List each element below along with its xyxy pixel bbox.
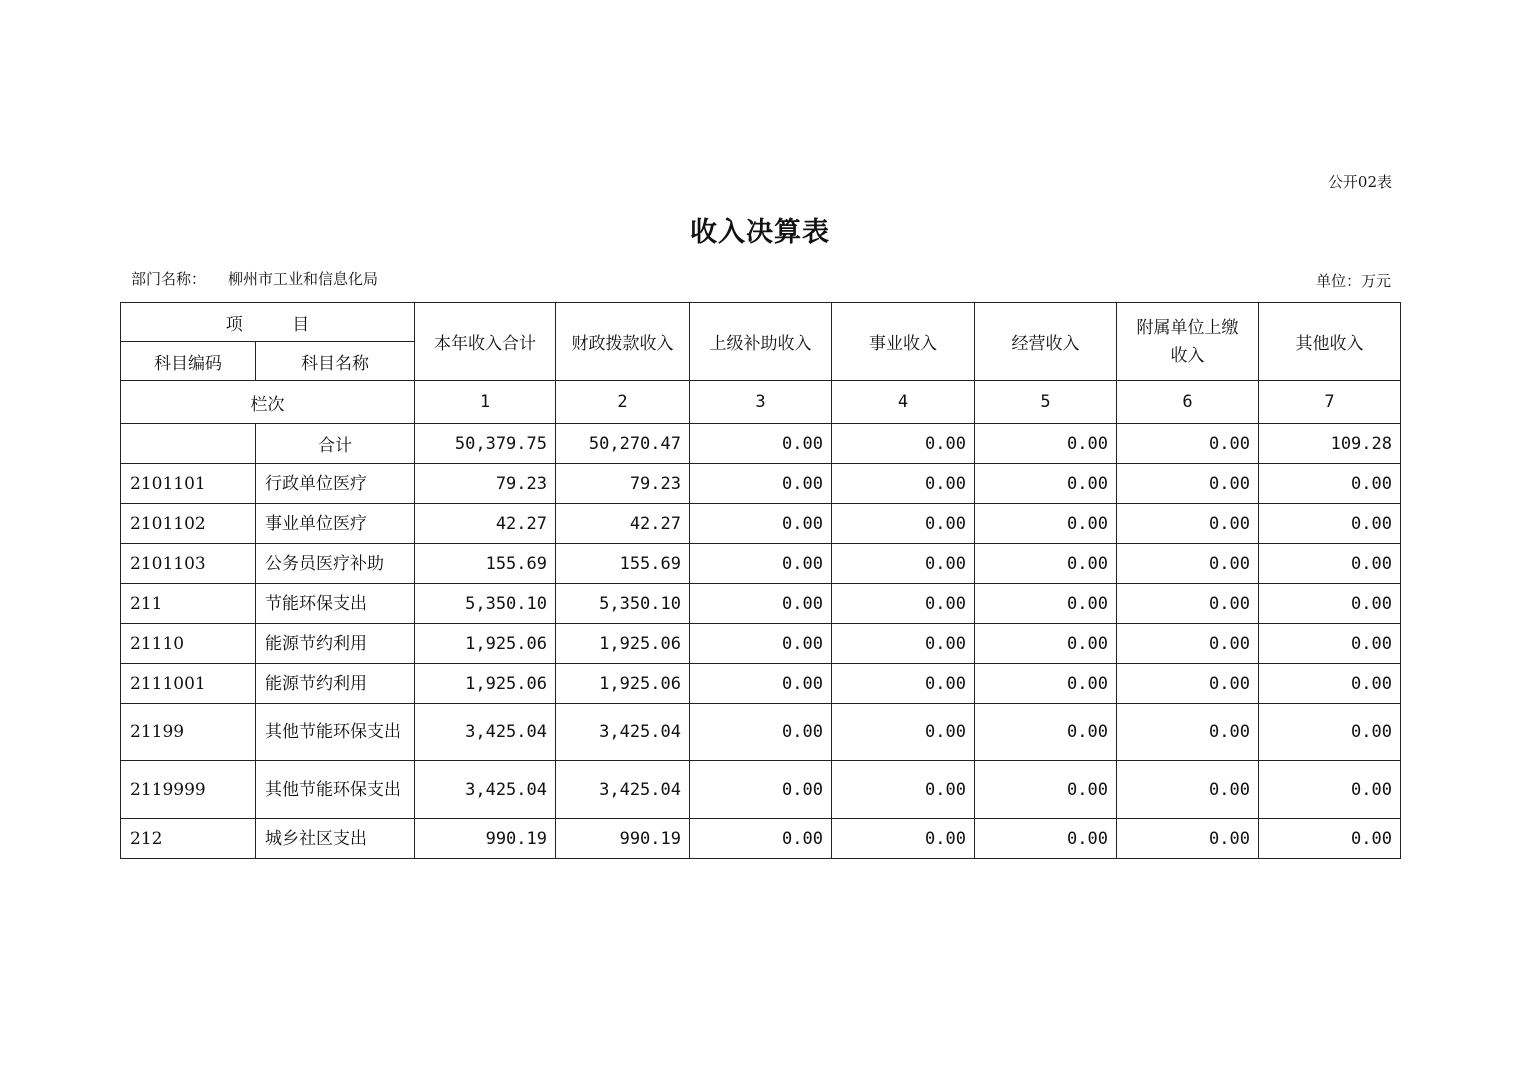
subject-name: 能源节约利用	[256, 664, 415, 704]
subject-code: 211	[121, 584, 256, 624]
amount-cell: 0.00	[690, 544, 832, 584]
table-row	[121, 704, 1401, 761]
amount-cell: 0.00	[1117, 819, 1259, 859]
subject-code: 21110	[121, 624, 256, 664]
amount-cell: 0.00	[690, 664, 832, 704]
amount-cell: 79.23	[556, 464, 690, 504]
amount-cell: 0.00	[1259, 504, 1401, 544]
amount-cell: 0.00	[975, 664, 1117, 704]
amount-cell: 5,350.10	[556, 584, 690, 624]
amount-cell: 3,425.04	[556, 704, 690, 761]
subject-code: 2101101	[121, 464, 256, 504]
amount-cell: 0.00	[690, 624, 832, 664]
amount-cell: 0.00	[832, 819, 975, 859]
col-number: 3	[690, 381, 832, 424]
amount-cell: 0.00	[690, 504, 832, 544]
amount-cell: 1,925.06	[556, 664, 690, 704]
amount-cell: 0.00	[832, 464, 975, 504]
amount-cell: 0.00	[1259, 761, 1401, 819]
header-col-fiscal: 财政拨款收入	[556, 303, 690, 381]
amount-cell: 0.00	[1117, 464, 1259, 504]
subject-name: 城乡社区支出	[256, 819, 415, 859]
amount-cell: 0.00	[1259, 544, 1401, 584]
amount-cell: 0.00	[690, 584, 832, 624]
amount-cell: 0.00	[690, 761, 832, 819]
table-row	[121, 584, 1401, 624]
amount-cell: 0.00	[832, 624, 975, 664]
amount-cell: 1,925.06	[415, 624, 556, 664]
amount-cell: 0.00	[832, 664, 975, 704]
total-value: 50,379.75	[415, 424, 556, 464]
subject-code: 2101103	[121, 544, 256, 584]
table-row	[121, 504, 1401, 544]
header-col-business: 事业收入	[832, 303, 975, 381]
page-title: 收入决算表	[690, 217, 830, 248]
amount-cell: 0.00	[1259, 624, 1401, 664]
department-line	[131, 268, 378, 289]
table-row	[121, 544, 1401, 584]
total-label: 合计	[256, 424, 415, 464]
total-value: 0.00	[832, 424, 975, 464]
col-number: 4	[832, 381, 975, 424]
table-row	[121, 664, 1401, 704]
amount-cell: 0.00	[975, 464, 1117, 504]
table-row	[121, 464, 1401, 504]
amount-cell: 0.00	[690, 819, 832, 859]
amount-cell: 0.00	[832, 704, 975, 761]
subject-name: 公务员医疗补助	[256, 544, 415, 584]
subject-name: 其他节能环保支出	[256, 704, 415, 761]
total-value: 50,270.47	[556, 424, 690, 464]
subject-name: 事业单位医疗	[256, 504, 415, 544]
amount-cell: 0.00	[1259, 464, 1401, 504]
amount-cell: 0.00	[975, 624, 1117, 664]
department-name: 柳州市工业和信息化局	[228, 270, 379, 288]
amount-cell: 0.00	[1259, 664, 1401, 704]
form-number: 公开02表	[1327, 173, 1392, 191]
header-col-superior: 上级补助收入	[690, 303, 832, 381]
amount-cell: 0.00	[1259, 819, 1401, 859]
amount-cell: 3,425.04	[415, 704, 556, 761]
amount-cell: 0.00	[1259, 584, 1401, 624]
subject-code: 212	[121, 819, 256, 859]
amount-cell: 42.27	[556, 504, 690, 544]
header-col-other: 其他收入	[1259, 303, 1401, 381]
subject-name: 节能环保支出	[256, 584, 415, 624]
subject-name: 其他节能环保支出	[256, 761, 415, 819]
amount-cell: 0.00	[832, 584, 975, 624]
subject-name: 行政单位医疗	[256, 464, 415, 504]
header-col-operating: 经营收入	[975, 303, 1117, 381]
subject-code: 2119999	[121, 761, 256, 819]
total-code-cell	[121, 424, 256, 464]
amount-cell: 1,925.06	[415, 664, 556, 704]
total-value: 0.00	[975, 424, 1117, 464]
header-name: 科目名称	[256, 342, 415, 381]
amount-cell: 990.19	[556, 819, 690, 859]
amount-cell: 0.00	[1117, 761, 1259, 819]
amount-cell: 0.00	[832, 761, 975, 819]
amount-cell: 42.27	[415, 504, 556, 544]
amount-cell: 0.00	[975, 761, 1117, 819]
header-code: 科目编码	[121, 342, 256, 381]
subject-code: 21199	[121, 704, 256, 761]
header-col-total: 本年收入合计	[415, 303, 556, 381]
amount-cell: 5,350.10	[415, 584, 556, 624]
amount-cell: 0.00	[975, 704, 1117, 761]
amount-cell: 3,425.04	[415, 761, 556, 819]
subject-code: 2101102	[121, 504, 256, 544]
unit-label: 单位：万元	[1315, 272, 1391, 290]
total-value: 109.28	[1259, 424, 1401, 464]
table-row	[121, 624, 1401, 664]
amount-cell: 3,425.04	[556, 761, 690, 819]
amount-cell: 0.00	[1117, 584, 1259, 624]
subject-name: 能源节约利用	[256, 624, 415, 664]
col-number: 7	[1259, 381, 1401, 424]
amount-cell: 0.00	[1259, 704, 1401, 761]
table-row	[121, 819, 1401, 859]
col-number: 5	[975, 381, 1117, 424]
amount-cell: 0.00	[1117, 504, 1259, 544]
amount-cell: 0.00	[1117, 664, 1259, 704]
amount-cell: 1,925.06	[556, 624, 690, 664]
amount-cell: 0.00	[832, 504, 975, 544]
amount-cell: 0.00	[975, 504, 1117, 544]
amount-cell: 0.00	[690, 464, 832, 504]
amount-cell: 0.00	[690, 704, 832, 761]
header-item: 项 目	[121, 303, 415, 342]
total-value: 0.00	[690, 424, 832, 464]
table-row	[121, 761, 1401, 819]
total-value: 0.00	[1117, 424, 1259, 464]
amount-cell: 79.23	[415, 464, 556, 504]
col-number: 6	[1117, 381, 1259, 424]
col-number: 2	[556, 381, 690, 424]
amount-cell: 0.00	[975, 819, 1117, 859]
total-row	[121, 424, 1401, 464]
amount-cell: 0.00	[975, 544, 1117, 584]
col-number: 1	[415, 381, 556, 424]
header-col-affiliate: 附属单位上缴收入	[1117, 303, 1259, 381]
amount-cell: 0.00	[1117, 624, 1259, 664]
subject-code: 2111001	[121, 664, 256, 704]
amount-cell: 0.00	[1117, 704, 1259, 761]
amount-cell: 0.00	[1117, 544, 1259, 584]
amount-cell: 990.19	[415, 819, 556, 859]
header-row-no: 栏次	[121, 381, 415, 424]
amount-cell: 0.00	[832, 544, 975, 584]
department-label: 部门名称：	[131, 270, 207, 288]
amount-cell: 0.00	[975, 584, 1117, 624]
amount-cell: 155.69	[556, 544, 690, 584]
amount-cell: 155.69	[415, 544, 556, 584]
income-table	[120, 302, 1401, 859]
